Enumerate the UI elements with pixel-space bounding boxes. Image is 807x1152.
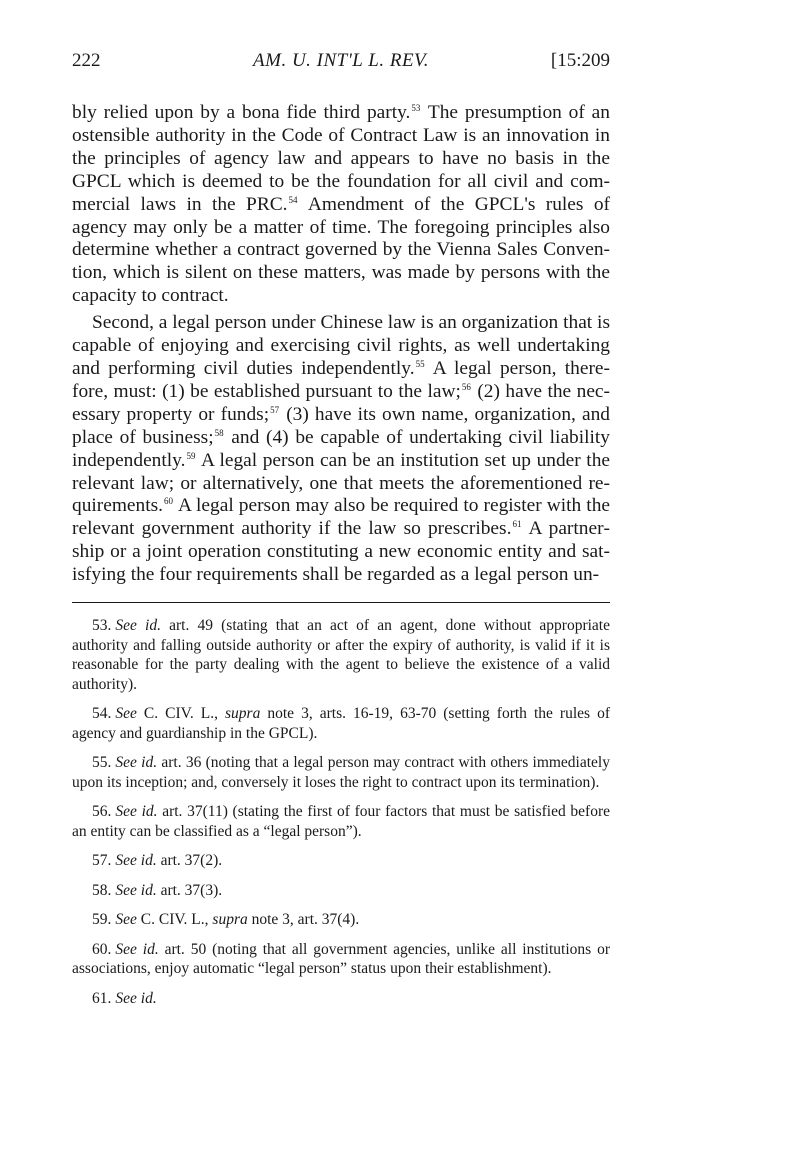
footnote-ref-59[interactable]: 59 <box>186 450 196 461</box>
text-run: The presumption of an ostensible authority in the Code of Contract Law is an innovation in the principles of agency law and appears to have no basis in the GPCL which is deemed to be the foundation for all civil and commercial laws in the PRC. <box>72 102 610 215</box>
page-number: 222 <box>72 50 101 71</box>
footnote-ref-54[interactable]: 54 <box>288 194 298 205</box>
footnote-57: 57. See id. art. 37(2). <box>92 852 223 869</box>
footnote-ref-58[interactable]: 58 <box>214 427 224 438</box>
text-run: (3) have its own name, organization, and place of business; <box>72 403 610 448</box>
footnote-61: 61. See id. <box>92 989 157 1007</box>
footnote-60: 60. See id. art. 50 (noting that all government agencies, unlike all institutions or associations, enjoy automatic “legal person” status upon their establishment). <box>72 940 610 977</box>
footnote-56: 56. See id. art. 37(11) (stating the first of four factors that must be satisfied before an entity can be classified as a “legal person”). <box>72 803 610 840</box>
paragraph-2 <box>72 312 610 587</box>
footnote-ref-61[interactable]: 61 <box>512 519 522 530</box>
text-run: (2) have the necessary property or funds; <box>72 380 611 425</box>
footnote-ref-57[interactable]: 57 <box>270 404 280 415</box>
footnote-58: 58. See id. art. 37(3). <box>92 881 223 899</box>
main-text <box>72 102 610 591</box>
text-run: A legal person may also be required to register with the relevant government authority if the law so prescribes. <box>72 495 610 540</box>
text-run: A legal person can be an institution set up under the relevant law; or alternatively, one that meets the aforementioned requirements. <box>72 449 610 517</box>
footnote-59: 59. See C. CIV. L., supra note 3, art. 37(4). <box>92 911 360 928</box>
running-header <box>72 50 610 78</box>
footnote-ref-56[interactable]: 56 <box>461 381 471 392</box>
journal-title: AM. U. INT'L L. REV. <box>253 50 429 71</box>
paragraph-1 <box>72 102 610 308</box>
text-run: Amendment of the GPCL's rules of agency may only be a matter of time. The foregoing principles also determine whether a contract governed by the Vienna Sales Convention, which is silent on these matters, was made by persons with the capacity to contract. <box>72 193 610 307</box>
footnote-ref-60[interactable]: 60 <box>164 496 174 507</box>
text-run: and (4) be capable of undertaking civil liability independently. <box>72 426 610 471</box>
text-run: A partnership or a joint operation constituting a new economic entity and satisfying the four requirements shall be regarded as a legal person un- <box>72 518 610 586</box>
footnote-ref-55[interactable]: 55 <box>415 358 425 369</box>
footnote-55: 55. See id. art. 36 (noting that a legal person may contract with others immediately upon its inception; and, conversely it loses the right to contract upon its termination). <box>72 754 610 791</box>
footnote-ref-53[interactable]: 53 <box>411 103 421 113</box>
footnotes <box>72 616 610 1018</box>
text-run: A legal person, therefore, must: (1) be established pursuant to the law; <box>72 357 610 402</box>
footnote-54: 54. See C. CIV. L., supra note 3, arts. 16-19, 63-70 (setting forth the rules of agency and guardianship in the GPCL). <box>72 705 610 742</box>
footnote-53: 53. See id. art. 49 (stating that an act of an agent, done without appropriate authority and falling outside authority or after the expiry of authority, is valid if it is reasonable for the party dealing with the agent to believe the existence of a valid authority). <box>72 617 610 693</box>
text-run: bly relied upon by a bona fide third party. <box>72 102 411 123</box>
footnote-separator <box>72 602 610 603</box>
text-run: Second, a legal person under Chinese law is an organization that is capable of enjoying and exercising civil rights, as well undertaking and performing civil duties independently. <box>72 312 610 379</box>
volume-reference: [15:209 <box>550 50 610 71</box>
